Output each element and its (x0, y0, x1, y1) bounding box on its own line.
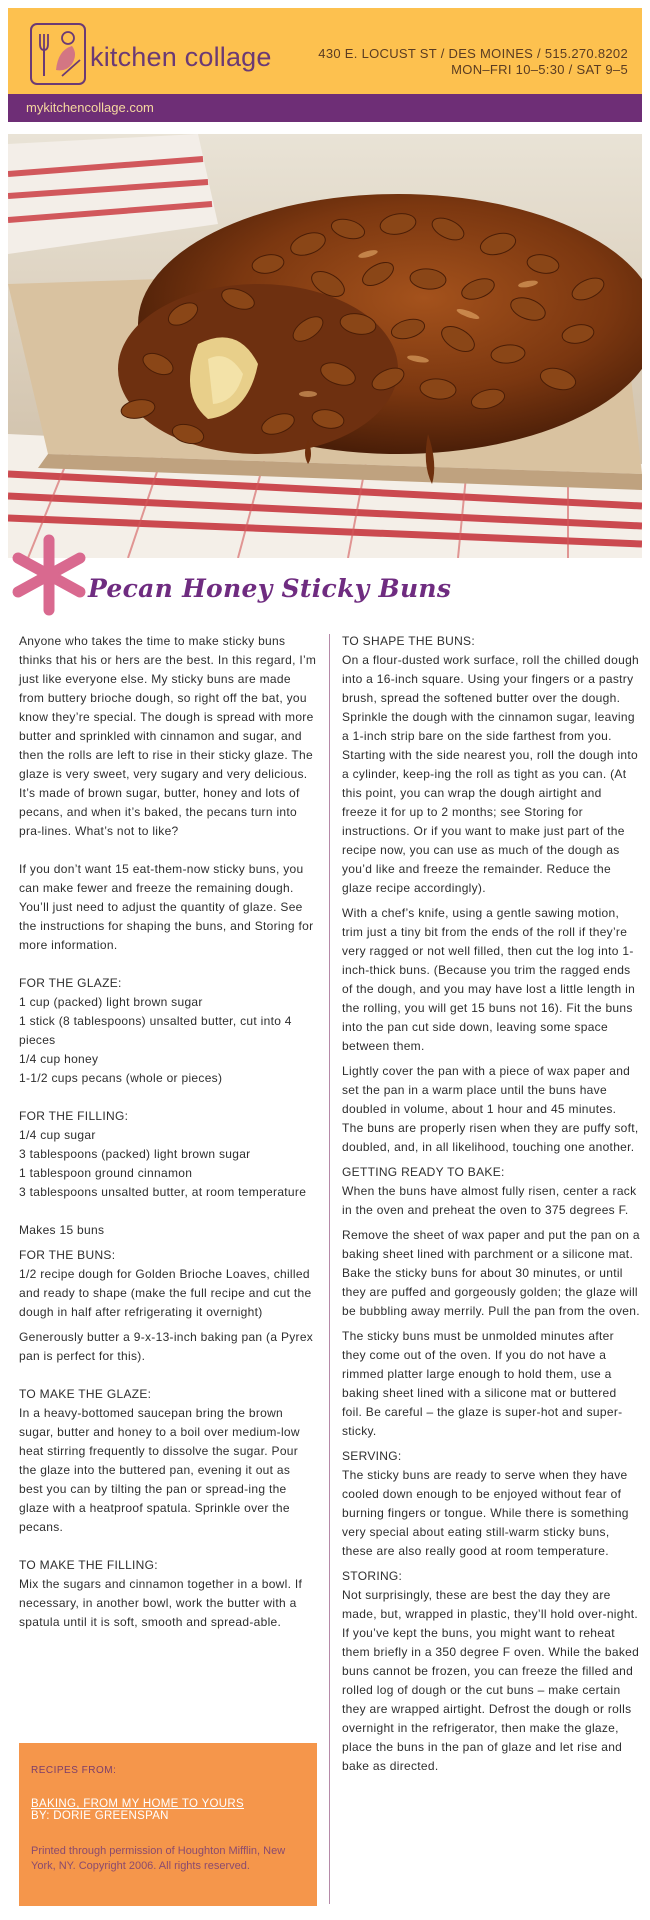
make-glaze-heading: TO MAKE THE GLAZE: (19, 1387, 152, 1401)
filling-heading: FOR THE FILLING: (19, 1109, 129, 1123)
glaze-heading: FOR THE GLAZE: (19, 976, 122, 990)
book-title-link[interactable]: BAKING, FROM MY HOME TO YOURS (31, 1798, 244, 1810)
buns-heading: FOR THE BUNS: (19, 1248, 116, 1262)
ingredient-item: 1 tablespoon ground cinnamon (19, 1166, 193, 1180)
shape-heading: TO SHAPE THE BUNS: (342, 634, 475, 648)
sticky-buns-illustration (8, 134, 642, 558)
ingredient-item: 3 tablespoons unsalted butter, at room temperature (19, 1185, 307, 1199)
permission-text: Printed through permission of Houghton Mifflin, New York, NY. Copyright 2006. All rights reserved. (31, 1845, 286, 1872)
left-column (19, 632, 317, 1651)
asterisk-icon (4, 530, 94, 620)
make-glaze-text: In a heavy-bottomed saucepan bring the brown sugar, butter and honey to a boil over medium-low heat stirring frequently to dissolve the sugar. Pour the glaze into the buttered pan, evening it out as best you can by tilting the pan or spread-ing the glaze with a heatproof spatula. Sprinkle over the pecans. (19, 1406, 300, 1534)
url-band (8, 94, 642, 122)
storing-text: Not surprisingly, these are best the day they are made, but, wrapped in plastic, they’ll hold over-night. If you’ve kept the buns, you might want to reheat them briefly in a 350 degree F oven. While the baked buns cannot be frozen, you can freeze the filled and rolled log of dough or the cut buns – make certain they are wrapped airtight. Defrost the dough or rolls overnight in the refrigerator, then make the glaze, place the buns in the pan of glaze and let rise and bake as directed. (342, 1588, 640, 1773)
hours-line: MON–FRI 10–5:30 / SAT 9–5 (451, 62, 628, 77)
bake-text: When the buns have almost fully risen, center a rack in the oven and preheat the oven to 375 degrees F. (342, 1184, 637, 1217)
address-line: 430 E. LOCUST ST / DES MOINES / 515.270.8202 (318, 46, 628, 61)
storing-heading: STORING: (342, 1569, 403, 1583)
yield-text: Makes 15 buns (19, 1223, 105, 1237)
make-filling-heading: TO MAKE THE FILLING: (19, 1558, 158, 1572)
recipe-title-block (0, 530, 650, 620)
intro-paragraph-2: If you don’t want 15 eat-them-now sticky buns, you can make fewer and freeze the remaining dough. You’ll just need to adjust the quantity of glaze. See the instructions for shaping the buns, and Storing for more information. (19, 862, 314, 952)
filling-ingredients (19, 1126, 317, 1202)
credit-label: RECIPES FROM: (31, 1765, 117, 1776)
bake-text-2: Remove the sheet of wax paper and put the pan on a baking sheet lined with parchment or a silicone mat. Bake the sticky buns for about 30 minutes, or until they are puffed and gorgeously golden; the glaze will be bubbling away merrily. Pull the pan from the oven. (342, 1228, 640, 1318)
kitchen-collage-logo-icon (28, 20, 88, 90)
ingredient-item: 1 cup (packed) light brown sugar (19, 995, 203, 1009)
bake-heading: GETTING READY TO BAKE: (342, 1165, 505, 1179)
ingredient-item: 1-1/2 cups pecans (whole or pieces) (19, 1071, 223, 1085)
right-column (342, 632, 640, 1795)
recipe-title: Pecan Honey Sticky Buns (88, 574, 452, 603)
recipe-credit-box (19, 1743, 317, 1906)
website-link[interactable]: mykitchencollage.com (26, 100, 154, 115)
intro-paragraph: Anyone who takes the time to make sticky buns thinks that his or hers are the best. In this regard, I’m just like everyone else. My sticky buns are made from buttery brioche dough, so right off the bat, you know they’re special. The dough is spread with more butter and sprinkled with cinnamon and sugar, and then the rolls are left to rise in their sticky glaze. The glaze is very sweet, very sugary and very delicious. It’s made of brown sugar, butter, honey and lots of pecans, and when it’s baked, the pecans turn into pra-lines. What’s not to like? (19, 634, 317, 838)
shape-text-3: Lightly cover the pan with a piece of wax paper and set the pan in a warm place until the buns have doubled in volume, about 1 hour and 45 minutes. The buns are properly risen when they are puffy soft, doubled, and, in all likelihood, touching one another. (342, 1064, 639, 1154)
shape-text-2: With a chef’s knife, using a gentle sawing motion, trim just a tiny bit from the ends of the roll if they’re very ragged or not well filled, then cut the log into 1-inch-thick buns. (Because you trim the ragged ends of the dough, and you may have lost a little length in the rolling, you will get 15 buns not 16). Fit the buns into the pan cut side down, leaving some space between them. (342, 906, 636, 1053)
ingredient-item: 1/4 cup sugar (19, 1128, 96, 1142)
ingredient-item: 1 stick (8 tablespoons) unsalted butter, cut into 4 pieces (19, 1014, 292, 1047)
glaze-ingredients (19, 993, 317, 1088)
header-band (8, 8, 642, 94)
serving-heading: SERVING: (342, 1449, 402, 1463)
author-name: BY: DORIE GREENSPAN (31, 1810, 169, 1822)
buns-text: 1/2 recipe dough for Golden Brioche Loaves, chilled and ready to shape (make the full recipe and cut the dough in half after refrigerating it overnight) (19, 1267, 312, 1319)
shape-text: On a flour-dusted work surface, roll the chilled dough into a 16-inch square. Using your fingers or a pastry brush, spread the softened butter over the dough. Sprinkle the dough with the cinnamon sugar, leaving a 1-inch strip bare on the side farthest from you. Starting with the side nearest you, roll the dough into a cylinder, keep-ing the roll as tight as you can. (At this point, you can wrap the dough airtight and freeze it for up to 2 months; see Storing for instructions. Or if you want to make just part of the recipe now, you can use as much of the dough as you’d like and freeze the remainder. Reduce the glaze recipe accordingly). (342, 653, 640, 895)
ingredient-item: 1/4 cup honey (19, 1052, 99, 1066)
buns-text-2: Generously butter a 9-x-13-inch baking pan (a Pyrex pan is perfect for this). (19, 1330, 314, 1363)
store-info (318, 46, 628, 78)
logo-wordmark: kitchen collage (90, 42, 272, 72)
column-divider (329, 634, 330, 1904)
make-filling-text: Mix the sugars and cinnamon together in a bowl. If necessary, in another bowl, work the butter with a spatula until it is soft, smooth and spread-able. (19, 1577, 303, 1629)
page-header (0, 0, 650, 134)
ingredient-item: 3 tablespoons (packed) light brown sugar (19, 1147, 251, 1161)
serving-text: The sticky buns are ready to serve when they have cooled down enough to be enjoyed without fear of burning fingers or tongue. While there is something very special about eating still-warm sticky buns, these are also really good at room temperature. (342, 1468, 629, 1558)
bake-text-3: The sticky buns must be unmolded minutes after they come out of the oven. If you do not have a rimmed platter large enough to hold them, use a baking sheet lined with a silicone mat or buttered foil. Be careful – the glaze is super-hot and super-sticky. (342, 1329, 623, 1438)
sticky-buns-photo (8, 134, 642, 558)
